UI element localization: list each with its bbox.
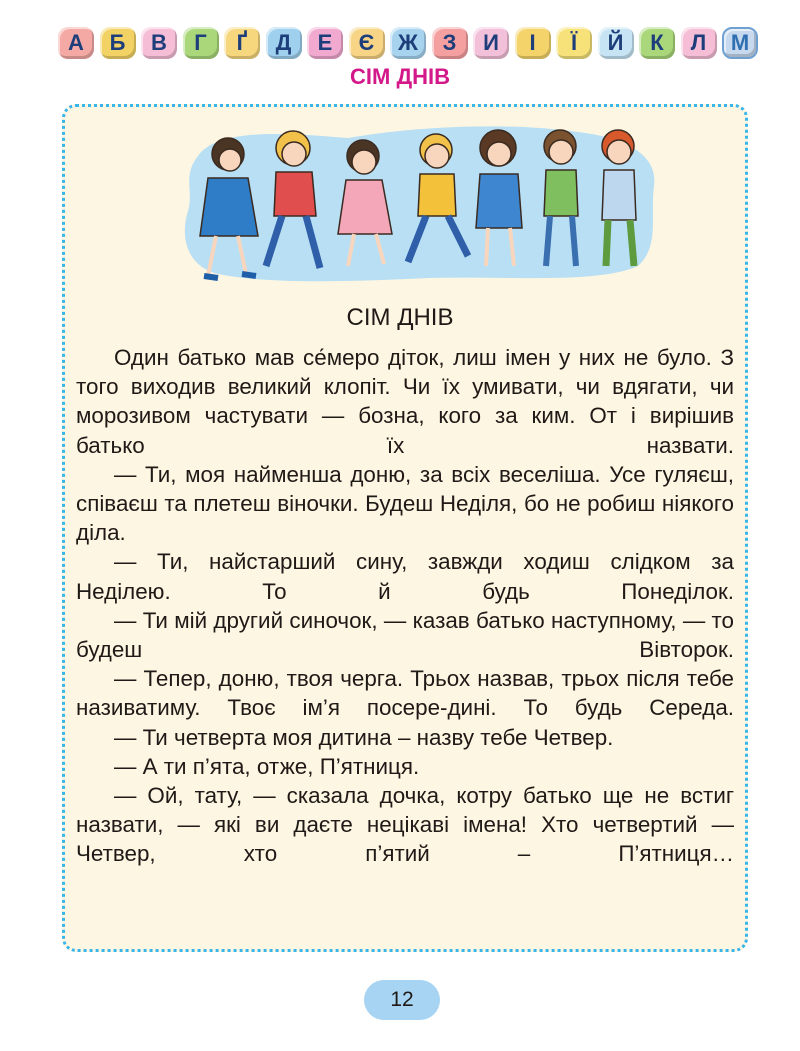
alphabet-letter-tile: Е [307, 27, 343, 59]
alphabet-letter-tile: Є [349, 27, 385, 59]
alphabet-letter-tile: Ї [556, 27, 592, 59]
page-heading: СІМ ДНІВ [350, 64, 450, 89]
alphabet-letter-tile: М [722, 27, 758, 59]
alphabet-strip [58, 26, 758, 60]
alphabet-letter-tile: К [639, 27, 675, 59]
story-paragraph: — Ти, найстарший сину, завжди ходиш слідком за Неділею. То й будь Понеділок. [76, 549, 734, 604]
alphabet-letter-tile: Л [681, 27, 717, 59]
alphabet-letter-tile: И [473, 27, 509, 59]
story-paragraph: — Ти, моя найменша доню, за всіх веселіша. Усе гуляєш, співаєш та плетеш віночки. Будеш Неділя, бо не робиш ніякого діла. [76, 461, 734, 546]
story-paragraph: Один батько мав се́меро діток, лиш імен у них не було. З того виходив великий клопіт. Чи їх умивати, чи вдягати, чи морозивом частувати — бозна, кого за ким. От і вирішив батько їх назвати. [76, 345, 734, 458]
alphabet-letter-tile: Г [183, 27, 219, 59]
story-title: СІМ ДНІВ [346, 304, 454, 331]
story-text [76, 343, 734, 869]
story-paragraph: — Ой, тату, — сказала дочка, котру батько ще не встиг назвати, — які ви даєте нецікаві імена! Хто четвертий — Четвер, хто п’ятий – П’ятниця… [76, 783, 734, 867]
story-paragraph: — Ти мій другий синочок, — казав батько наступному, — то будеш Вівторок. [76, 607, 734, 663]
page-number-badge: 12 [364, 980, 440, 1020]
alphabet-letter-tile: Б [100, 27, 136, 59]
children-dancing-illustration [178, 116, 663, 286]
alphabet-letter-tile: А [58, 27, 94, 59]
alphabet-letter-tile: З [432, 27, 468, 59]
alphabet-letter-tile: Ґ [224, 27, 260, 59]
story-paragraph: — Тепер, доню, твоя черга. Трьох назвав, трьох після тебе називатиму. Твоє ім’я посере-дині. То будь Середа. [76, 666, 734, 721]
story-paragraph: — А ти п’ята, отже, П’ятниця. [114, 753, 420, 779]
alphabet-letter-tile: І [515, 27, 551, 59]
alphabet-letter-tile: Й [598, 27, 634, 59]
alphabet-letter-tile: Д [266, 27, 302, 59]
alphabet-letter-tile: В [141, 27, 177, 59]
alphabet-letter-tile: Ж [390, 27, 426, 59]
story-paragraph: — Ти четверта моя дитина – назву тебе Четвер. [114, 724, 614, 750]
